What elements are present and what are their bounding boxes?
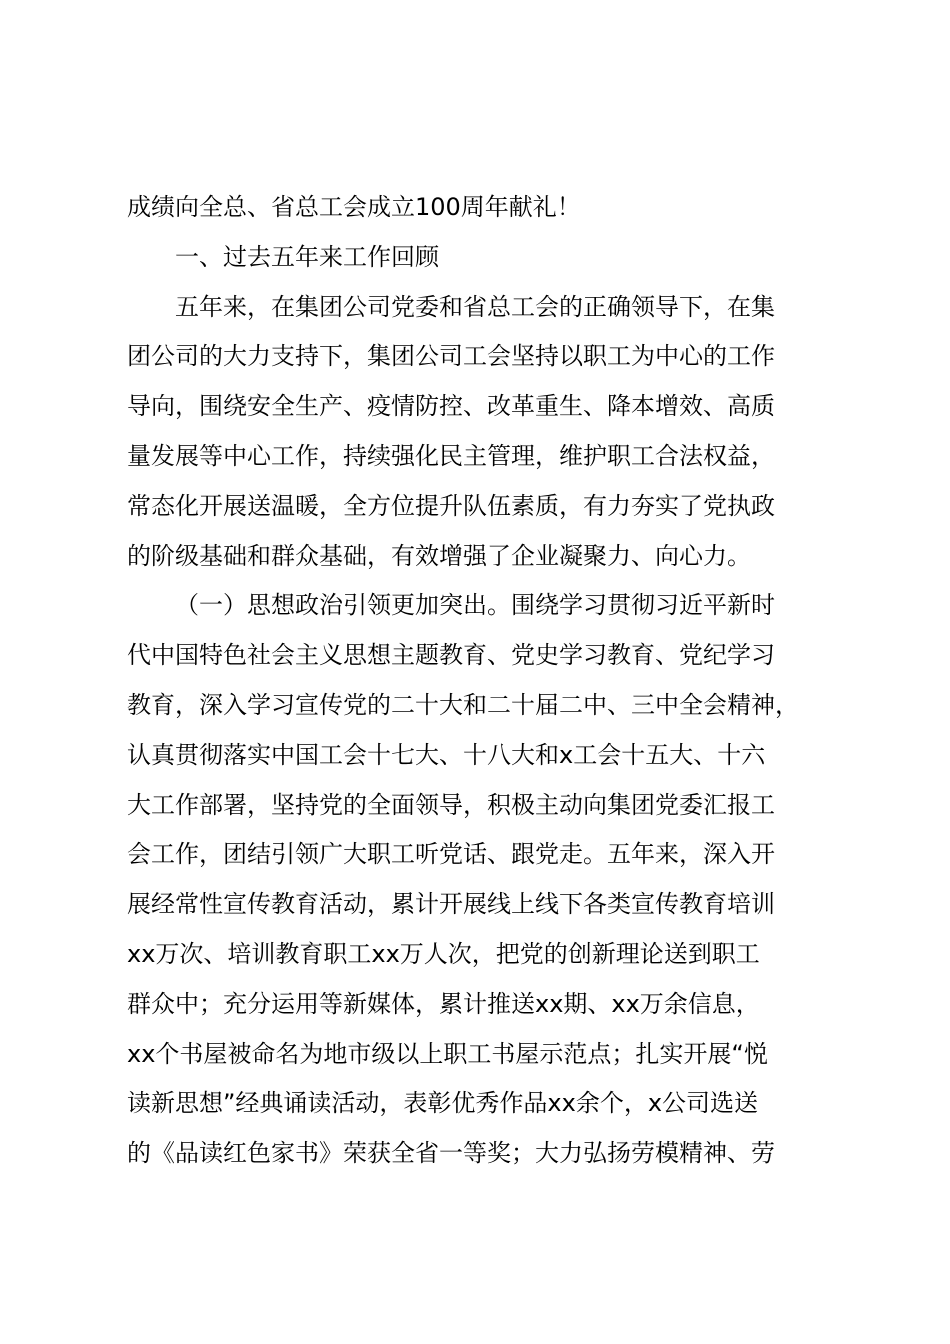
text-line: xx万次、培训教育职工xx万人次，把党的创新理论送到职工 — [127, 939, 760, 968]
text-line: 成绩向全总、省总工会成立100周年献礼！ — [127, 193, 581, 221]
text-line: 五年来，在集团公司党委和省总工会的正确领导下，在集 — [175, 292, 775, 321]
text-line: 导向，围绕安全生产、疫情防控、改革重生、降本增效、高质 — [127, 392, 775, 421]
section-heading: 一、过去五年来工作回顾 — [175, 242, 439, 271]
text-line: 的《品读红色家书》荣获全省一等奖；大力弘扬劳模精神、劳 — [127, 1139, 775, 1168]
text-line: 大工作部署，坚持党的全面领导，积极主动向集团党委汇报工 — [127, 790, 775, 819]
text-line: 教育，深入学习宣传党的二十大和二十届二中、三中全会精神， — [127, 690, 799, 719]
text-line: 代中国特色社会主义思想主题教育、党史学习教育、党纪学习 — [127, 641, 775, 670]
document-body — [127, 183, 857, 1179]
subsection-line: （一）思想政治引领更加突出。围绕学习贯彻习近平新时 — [175, 591, 775, 620]
text-line: 常态化开展送温暖，全方位提升队伍素质，有力夯实了党执政 — [127, 491, 775, 520]
text-line: 认真贯彻落实中国工会十七大、十八大和x工会十五大、十六 — [127, 740, 766, 769]
text-line: 群众中；充分运用等新媒体，累计推送xx期、xx万余信息， — [127, 989, 760, 1018]
text-line: 的阶级基础和群众基础，有效增强了企业凝聚力、向心力。 — [127, 541, 751, 570]
text-line: 团公司的大力支持下，集团公司工会坚持以职工为中心的工作 — [127, 342, 775, 371]
text-line: 会工作，团结引领广大职工听党话、跟党走。五年来，深入开 — [127, 840, 775, 869]
text-line: xx个书屋被命名为地市级以上职工书屋示范点；扎实开展“悦 — [127, 1039, 768, 1068]
text-line: 展经常性宣传教育活动，累计开展线上线下各类宣传教育培训 — [127, 890, 775, 919]
text-line: 读新思想”经典诵读活动，表彰优秀作品xx余个，x公司选送 — [127, 1089, 759, 1118]
text-line: 量发展等中心工作，持续强化民主管理，维护职工合法权益， — [127, 441, 775, 470]
